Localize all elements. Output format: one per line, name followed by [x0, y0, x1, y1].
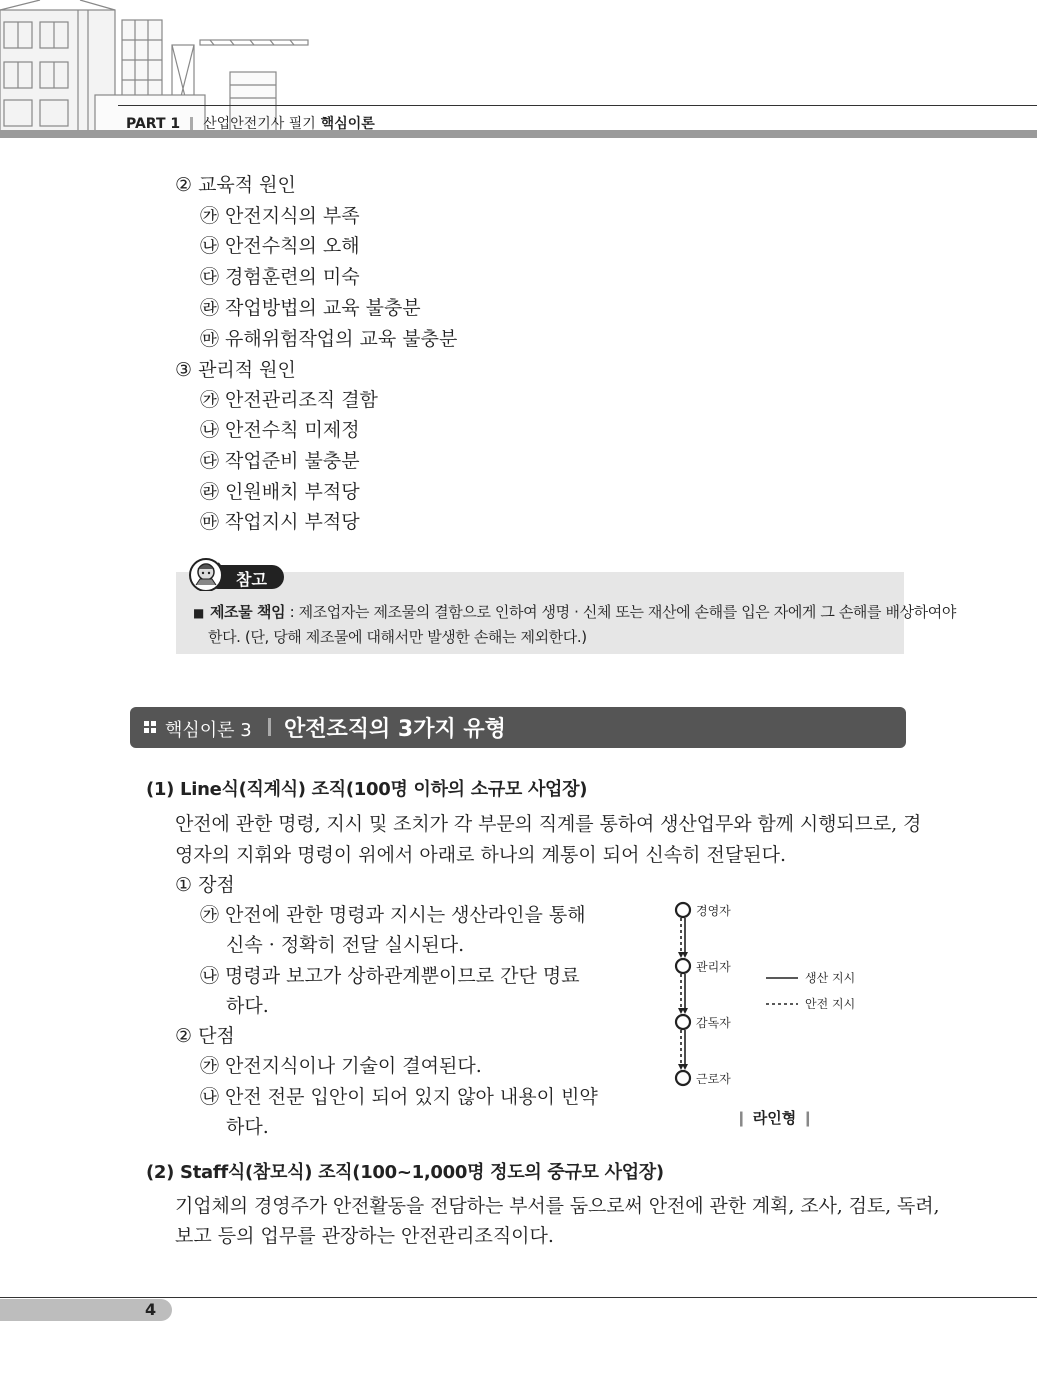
node-label: 감독자	[696, 1016, 731, 1030]
list-item-continuation: 하다.	[226, 995, 269, 1017]
separator	[190, 117, 193, 130]
list-item: ㉮ 안전지식의 부족	[200, 205, 360, 227]
caption-bracket: ❙	[735, 1109, 753, 1127]
heading-managerial-cause: ③ 관리적 원인	[175, 359, 296, 381]
header-rule	[118, 105, 1037, 106]
staff-org-heading: (2) Staff식(참모식) 조직(100~1,000명 정도의 중규모 사업장)	[146, 1162, 664, 1183]
part-label: PART 1	[126, 116, 181, 132]
node-circle	[676, 1071, 690, 1085]
caption-bracket: ❙	[796, 1109, 815, 1127]
note-text-line-2: 한다. (단, 당해 제조물에 대해서만 발생한 손해는 제외한다.)	[208, 628, 587, 646]
node-label: 경영자	[696, 904, 731, 918]
paragraph-line: 보고 등의 업무를 관장하는 안전관리조직이다.	[175, 1225, 554, 1247]
line-org-heading: (1) Line식(직계식) 조직(100명 이하의 소규모 사업장)	[146, 779, 588, 800]
list-item: ㉯ 안전 전문 입안이 되어 있지 않아 내용이 빈약	[200, 1086, 598, 1108]
bullet-square-icon: ■	[193, 606, 204, 620]
note-text-line-1	[193, 601, 956, 622]
list-item: ㉰ 작업준비 불충분	[200, 450, 360, 472]
section-title: 안전조직의 3가지 유형	[284, 717, 506, 742]
running-head	[126, 113, 375, 133]
node-circle	[676, 1015, 690, 1029]
grid-squares-icon	[144, 721, 158, 733]
legend-dashed-label: 안전 지시	[805, 997, 856, 1011]
cons-heading: ② 단점	[175, 1025, 235, 1047]
pros-heading: ① 장점	[175, 874, 235, 896]
section-label: 핵심이론 3	[165, 720, 252, 741]
caption-text: 라인형	[752, 1109, 797, 1127]
list-item: ㉮ 안전관리조직 결함	[200, 389, 378, 411]
note-label: 참고	[236, 570, 267, 589]
list-item: ㉮ 안전지식이나 기술이 결여된다.	[200, 1055, 482, 1077]
node-circle	[676, 903, 690, 917]
list-item: ㉲ 유해위험작업의 교육 불충분	[200, 328, 458, 350]
heading-educational-cause: ② 교육적 원인	[175, 174, 296, 196]
note-term: 제조물 책임	[209, 603, 286, 621]
list-item: ㉱ 작업방법의 교육 불충분	[200, 297, 421, 319]
list-item: ㉯ 안전수칙 미제정	[200, 419, 360, 441]
page-number: 4	[145, 1300, 157, 1319]
figure-caption	[735, 1107, 814, 1128]
node-label: 근로자	[696, 1072, 731, 1086]
node-label: 관리자	[696, 960, 731, 974]
paragraph-line: 안전에 관한 명령, 지시 및 조치가 각 부문의 직계를 통하여 생산업무와 함께 시행되므로, 경	[175, 813, 922, 835]
list-item: ㉲ 작업지시 부적당	[200, 511, 360, 533]
chapter-label: 핵심이론	[320, 116, 375, 132]
line-type-diagram	[660, 895, 880, 1095]
legend-solid-label: 생산 지시	[805, 971, 856, 985]
list-item: ㉯ 명령과 보고가 상하관계뿐이므로 간단 명료	[200, 965, 580, 987]
list-item-continuation: 하다.	[226, 1116, 269, 1138]
paragraph-line: 기업체의 경영주가 안전활동을 전담하는 부서를 둠으로써 안전에 관한 계획, 조사, 검토, 독려,	[175, 1195, 940, 1217]
list-item: ㉱ 인원배치 부적당	[200, 481, 360, 503]
section-header-bar	[130, 707, 906, 748]
footer-rule	[0, 1297, 1037, 1298]
list-item-continuation: 신속 · 정확히 전달 실시된다.	[226, 934, 465, 956]
list-item: ㉮ 안전에 관한 명령과 지시는 생산라인을 통해	[200, 904, 586, 926]
separator	[268, 718, 271, 736]
list-item: ㉯ 안전수칙의 오해	[200, 235, 360, 257]
book-title: 산업안전기사 필기	[203, 116, 316, 132]
list-item: ㉰ 경험훈련의 미숙	[200, 266, 360, 288]
note-definition: : 제조업자는 제조물의 결함으로 인하여 생명 · 신체 또는 재산에 손해를 입은 자에게 그 손해를 배상하여야	[285, 603, 956, 621]
paragraph-line: 영자의 지휘와 명령이 위에서 아래로 하나의 계통이 되어 신속히 전달된다.	[175, 844, 787, 866]
node-circle	[676, 959, 690, 973]
